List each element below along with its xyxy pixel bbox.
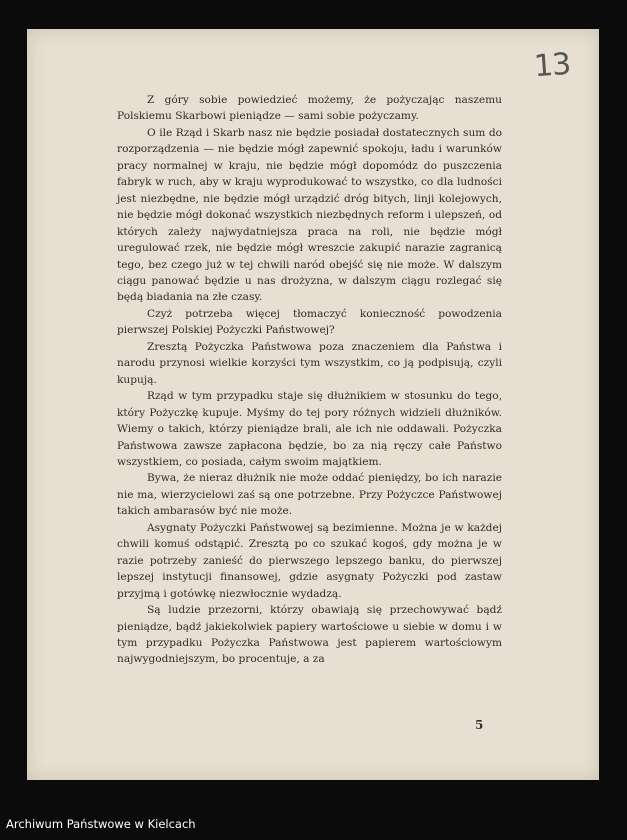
- folio-number: 13: [532, 46, 572, 85]
- paragraph: Bywa, że nieraz dłużnik nie może oddać pieniędzy, bo ich narazie nie ma, wierzycielowi zaś są one potrzebne. Przy Pożyczce Państwowej takich ambarasów być nie może.: [117, 472, 502, 518]
- paragraph: Asygnaty Pożyczki Państwowej są bezimienne. Można je w każdej chwili komuś odstąpić. Zresztą po co szukać kogoś, gdy można je w razie potrzeby zanieść do pierwszego lepszego banku, do pierwszej lepszej instytucji finansowej, gdzie asygnaty Pożyczki pod zastaw przyjmą i gotówkę niezwłocznie wydadzą.: [117, 521, 502, 600]
- body-text: [117, 92, 502, 668]
- paragraph: Czyż potrzeba więcej tłomaczyć konieczność powodzenia pierwszej Polskiej Pożyczki Państwowej?: [117, 307, 502, 337]
- page-number: 5: [475, 718, 484, 732]
- archive-caption: Archiwum Państwowe w Kielcach: [6, 817, 196, 831]
- paragraph: Zresztą Pożyczka Państwowa poza znaczeniem dla Państwa i narodu przynosi wielkie korzyści tym wszystkim, co ją podpisują, czyli kupują.: [117, 340, 502, 386]
- paragraph: Z góry sobie powiedzieć możemy, że pożyczając naszemu Polskiemu Skarbowi pieniądze — sami sobie pożyczamy.: [117, 94, 502, 123]
- paragraph: Są ludzie przezorni, którzy obawiają się przechowywać bądź pieniądze, bądź jakiekolwiek papiery wartościowe u siebie w domu i w tym przypadku Pożyczka Państwowa jest papierem wartościowym najwygodniejszym, bo procentuje, a za: [117, 604, 502, 666]
- paragraph: Rząd w tym przypadku staje się dłużnikiem w stosunku do tego, który Pożyczkę kupuje. Myśmy do tej pory różnych widzieli dłużników. Wiemy o takich, którzy pieniądze brali, ale ich nie oddawali. Pożyczka Państwowa zawsze zapłacona będzie, bo za nią ręczy całe Państwo wszystkiem, co posiada, całym swoim majątkiem.: [117, 390, 502, 468]
- paragraph: O ile Rząd i Skarb nasz nie będzie posiadał dostatecznych sum do rozporządzenia — nie będzie mógł zapewnić spokoju, ładu i warunków pracy normalnej w kraju, nie będzie mógł dopomódz do puszczenia fabryk w ruch, aby w kraju wyprodukować to wszystko, co dla ludności jest niezbędne, nie będzie mógł urządzić dróg bitych, linji kolejowych, nie będzie mógł dokonać wszystkich niezbędnych reform i ulepszeń, od których zależy najwydatniejsza praca na roli, nie będzie mógł uregulować rzek, nie będzie mógł wreszcie zakupić narazie zagranicą tego, bez czego już w tej chwili naród obejść się nie może. W dalszym ciągu panować będzie u nas drożyzna, w dalszym ciągu rozlegać się będą biadania na złe czasy.: [117, 126, 502, 304]
